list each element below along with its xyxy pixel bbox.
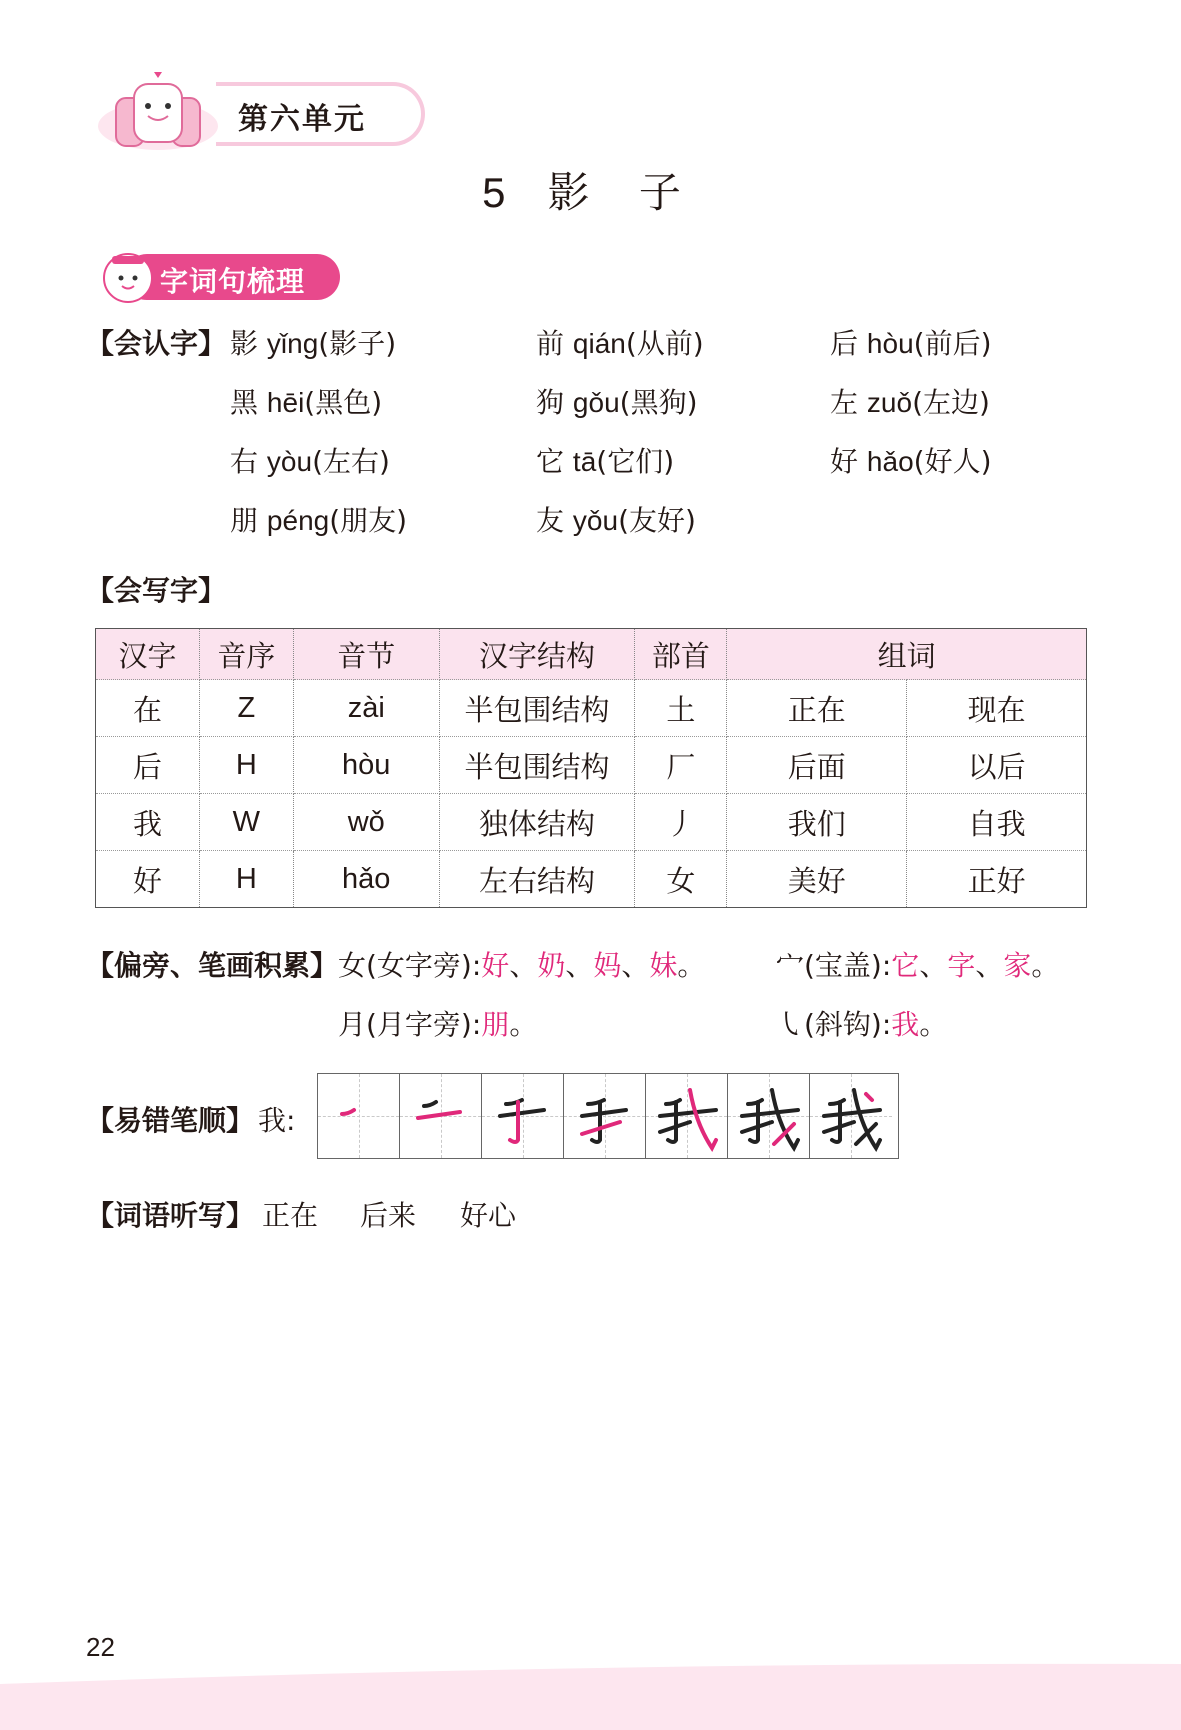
radical-item: 女(女字旁):好、奶、妈、妹。 [338,949,706,982]
stroke-step-3 [482,1074,564,1158]
table-row [96,737,1087,794]
table-cell: hǎo [293,851,439,908]
unit-banner [96,70,426,154]
stroke-step-glyph [646,1074,728,1158]
recognize-entry: 它 tā(它们) [536,445,675,478]
table-cell: 土 [635,680,727,737]
table-cell: 我们 [727,794,907,851]
stroke-step-2 [400,1074,482,1158]
table-cell: 正好 [907,851,1087,908]
table-cell: H [199,851,293,908]
bottom-decoration [0,1662,1181,1730]
recognize-entry: 友 yǒu(友好) [536,504,696,537]
stroke-step-6 [728,1074,810,1158]
radical-item: 月(月字旁):朋。 [338,1008,538,1041]
lesson-name: 影 子 [547,168,699,217]
table-cell: 美好 [727,851,907,908]
section-badge-label: 字词句梳理 [160,265,306,298]
stroke-order-char: 我: [258,1104,296,1137]
table-header-row [96,629,1087,680]
write-label: 【会写字】 [86,574,227,607]
table-cell: Z [199,680,293,737]
table-header: 汉字 [96,629,200,680]
radical-item: 宀(宝盖):它、字、家。 [776,949,1060,982]
recognize-label: 【会认字】 [86,327,227,360]
stroke-step-5 [646,1074,728,1158]
dictation-label: 【词语听写】 [86,1199,255,1232]
radicals-label: 【偏旁、笔画积累】 [86,949,339,982]
table-cell: 在 [96,680,200,737]
table-header: 音节 [293,629,439,680]
stroke-step-glyph [400,1074,482,1158]
table-cell: 自我 [907,794,1087,851]
table-cell: 女 [635,851,727,908]
recognize-entry: 影 yǐng(影子) [230,327,397,360]
table-header: 汉字结构 [439,629,635,680]
recognize-entry: 好 hǎo(好人) [830,445,992,478]
stroke-order-label: 【易错笔顺】 [86,1104,255,1137]
table-cell: 独体结构 [439,794,635,851]
table-cell: 厂 [635,737,727,794]
table-cell: zài [293,680,439,737]
recognize-entry: 前 qián(从前) [536,327,704,360]
table-cell: wǒ [293,794,439,851]
table-cell: W [199,794,293,851]
stroke-step-glyph [810,1074,892,1158]
stroke-step-glyph [564,1074,646,1158]
dictation-word: 好心 [460,1199,517,1232]
stroke-step-7 [810,1074,892,1158]
recognize-entry: 黑 hēi(黑色) [230,386,383,419]
page-number: 22 [86,1632,115,1662]
write-table [95,628,1087,908]
table-cell: 以后 [907,737,1087,794]
unit-title: 第六单元 [238,102,366,137]
table-cell: 现在 [907,680,1087,737]
recognize-entry: 朋 péng(朋友) [230,504,408,537]
table-cell: 半包围结构 [439,680,635,737]
mascot-icon [94,250,164,306]
stroke-step-4 [564,1074,646,1158]
section-badge [94,250,344,302]
stroke-step-glyph [318,1074,400,1158]
stroke-step-glyph [482,1074,564,1158]
recognize-entry: 右 yòu(左右) [230,445,390,478]
table-cell: 我 [96,794,200,851]
lesson-number: 5 [482,169,524,216]
lesson-title [0,160,1181,220]
table-cell: 正在 [727,680,907,737]
stroke-step-1 [318,1074,400,1158]
table-row [96,680,1087,737]
table-cell: 丿 [635,794,727,851]
table-cell: hòu [293,737,439,794]
recognize-entry: 左 zuǒ(左边) [830,386,990,419]
radical-item: ㇂(斜钩):我。 [776,1008,948,1041]
table-row [96,794,1087,851]
dictation-word: 后来 [360,1199,417,1232]
table-cell: 后面 [727,737,907,794]
table-cell: 好 [96,851,200,908]
table-cell: 半包围结构 [439,737,635,794]
recognize-entry: 狗 gǒu(黑狗) [536,386,698,419]
stroke-order-grid [317,1073,899,1159]
stroke-step-glyph [728,1074,810,1158]
table-header: 音序 [199,629,293,680]
robot-mascot-icon [96,70,226,154]
recognize-entry: 后 hòu(前后) [830,327,992,360]
table-cell: 后 [96,737,200,794]
table-header: 组词 [727,629,1087,680]
table-cell: 左右结构 [439,851,635,908]
table-header: 部首 [635,629,727,680]
table-cell: H [199,737,293,794]
table-row [96,851,1087,908]
dictation-word: 正在 [262,1199,319,1232]
